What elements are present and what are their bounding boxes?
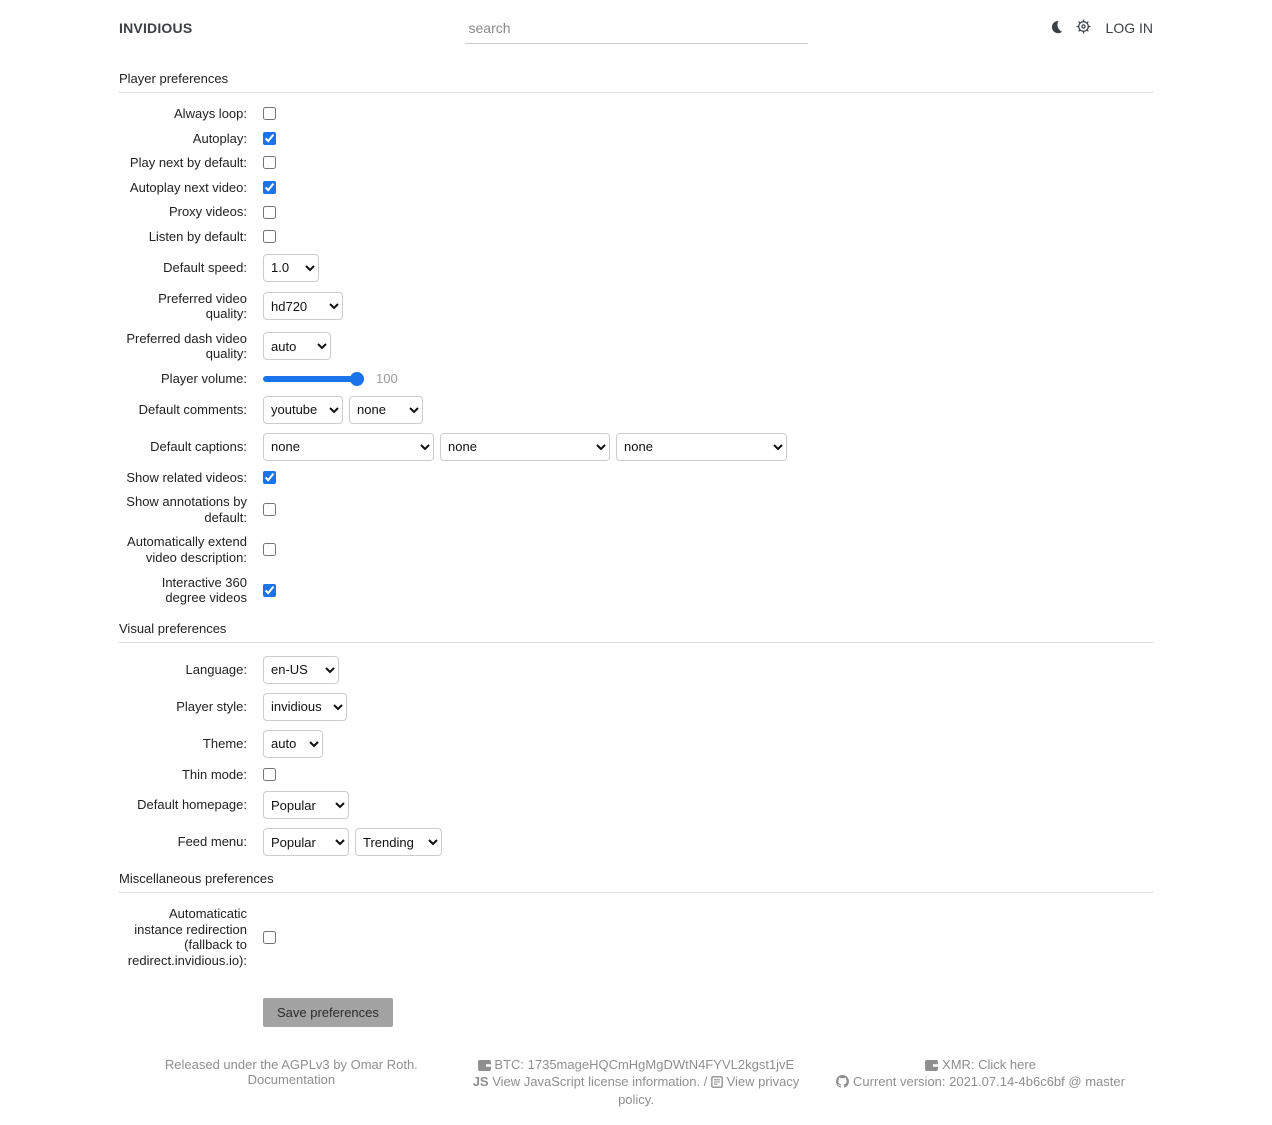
version-text: Current version: 2021.07.14-4b6c6bf @ master	[853, 1074, 1125, 1090]
video-quality-label: Preferred video quality:	[158, 290, 247, 322]
github-icon	[836, 1075, 849, 1092]
pref-row-proxy-videos	[119, 204, 1153, 220]
version-line	[808, 1074, 1153, 1092]
autoplay-next-checkbox[interactable]	[263, 181, 276, 194]
login-link[interactable]: LOG IN	[1105, 20, 1153, 36]
extend-desc-label: Automatically extend video description:	[127, 534, 247, 565]
default-comments-label: Default comments:	[138, 401, 247, 417]
listen-default-label: Listen by default:	[148, 228, 247, 244]
pref-row-auto-redirect	[119, 906, 1153, 968]
pref-row-default-captions	[119, 433, 1153, 461]
misc-preferences-title: Miscellaneous preferences	[119, 871, 274, 887]
dash-quality-label: Preferred dash video quality:	[126, 330, 247, 362]
listen-default-checkbox[interactable]	[263, 230, 276, 243]
dark-mode-toggle[interactable]	[1049, 20, 1063, 37]
licenses-line	[464, 1074, 809, 1107]
pref-row-listen-default	[119, 229, 1153, 245]
pref-row-video-quality	[119, 291, 1153, 322]
autoplay-checkbox[interactable]	[263, 132, 276, 145]
thin-mode-checkbox[interactable]	[263, 768, 276, 781]
pref-row-annotations	[119, 494, 1153, 525]
feed-menu-select-1[interactable]	[263, 828, 349, 856]
pref-row-default-speed	[119, 254, 1153, 282]
top-nav	[119, 0, 1153, 56]
annotations-checkbox[interactable]	[263, 503, 276, 516]
pref-row-player-volume	[119, 371, 1153, 387]
visual-preferences-title: Visual preferences	[119, 620, 227, 636]
feed-menu-label: Feed menu:	[177, 834, 247, 850]
footer-left	[119, 1057, 464, 1108]
player-volume-slider[interactable]	[263, 372, 364, 386]
player-style-select[interactable]	[263, 693, 347, 721]
default-speed-select[interactable]	[263, 254, 319, 282]
preferences-link[interactable]	[1076, 19, 1091, 37]
moon-icon	[1049, 20, 1063, 37]
search-form	[465, 13, 808, 44]
document-icon	[711, 1076, 723, 1092]
pref-row-dash-quality	[119, 331, 1153, 362]
thin-mode-label: Thin mode:	[181, 766, 247, 782]
pref-row-play-next	[119, 155, 1153, 171]
preferences-page	[119, 71, 1153, 1027]
footer-right	[808, 1057, 1153, 1108]
auto-redirect-checkbox[interactable]	[263, 931, 276, 944]
wallet-icon	[925, 1059, 938, 1075]
default-homepage-select[interactable]	[263, 791, 349, 819]
pref-row-related-videos	[119, 470, 1153, 486]
default-speed-label: Default speed:	[163, 259, 247, 275]
pref-row-always-loop	[119, 106, 1153, 122]
pref-row-theme	[119, 730, 1153, 758]
section-divider	[119, 642, 1153, 643]
related-videos-checkbox[interactable]	[263, 471, 276, 484]
nav-left	[119, 20, 465, 36]
xmr-link[interactable]: XMR: Click here	[942, 1056, 1036, 1072]
player-volume-label: Player volume:	[161, 370, 247, 386]
xmr-line	[808, 1057, 1153, 1075]
related-videos-label: Show related videos:	[126, 469, 247, 485]
theme-label: Theme:	[202, 735, 247, 751]
js-license-link[interactable]: View JavaScript license information.	[492, 1074, 701, 1090]
video-quality-select[interactable]	[263, 292, 343, 320]
default-captions-select-1[interactable]	[263, 433, 434, 461]
default-captions-label: Default captions:	[150, 438, 247, 454]
proxy-videos-label: Proxy videos:	[168, 204, 247, 220]
gear-icon	[1076, 19, 1091, 37]
annotations-label: Show annotations by default:	[126, 494, 247, 525]
search-input[interactable]	[465, 13, 808, 44]
section-divider	[119, 892, 1153, 893]
pref-row-vr-mode	[119, 575, 1153, 606]
privacy-policy-link[interactable]: View privacy policy.	[618, 1074, 800, 1107]
language-label: Language:	[185, 661, 247, 677]
pref-row-language	[119, 656, 1153, 684]
default-captions-select-2[interactable]	[440, 433, 610, 461]
license-text: Released under the AGPLv3 by Omar Roth.	[164, 1056, 418, 1072]
pref-row-default-homepage	[119, 791, 1153, 819]
documentation-link[interactable]: Documentation	[247, 1072, 336, 1088]
feed-menu-select-2[interactable]	[355, 828, 442, 856]
vr-mode-label: Interactive 360 degree videos	[161, 574, 247, 606]
section-divider	[119, 92, 1153, 93]
separator: /	[703, 1074, 708, 1090]
wallet-icon	[478, 1059, 491, 1075]
logo[interactable]: INVIDIOUS	[119, 20, 193, 36]
always-loop-checkbox[interactable]	[263, 107, 276, 120]
save-preferences-button[interactable]: Save preferences	[263, 998, 393, 1027]
play-next-label: Play next by default:	[129, 155, 247, 171]
proxy-videos-checkbox[interactable]	[263, 206, 276, 219]
default-homepage-label: Default homepage:	[137, 797, 247, 813]
player-style-label: Player style:	[176, 698, 247, 714]
btc-line	[464, 1057, 809, 1075]
always-loop-label: Always loop:	[174, 106, 247, 121]
nav-right	[808, 19, 1154, 37]
dash-quality-select[interactable]	[263, 332, 331, 360]
pref-row-autoplay	[119, 131, 1153, 147]
pref-row-default-comments	[119, 396, 1153, 424]
player-volume-value: 100	[376, 371, 398, 387]
default-comments-select-1[interactable]	[263, 396, 343, 424]
auto-redirect-label: Automaticatic instance redirection (fallback to redirect.invidious.io):	[127, 906, 247, 969]
site-footer	[119, 1057, 1153, 1125]
default-captions-select-3[interactable]	[616, 433, 787, 461]
play-next-checkbox[interactable]	[263, 156, 276, 169]
autoplay-label: Autoplay:	[192, 130, 247, 146]
pref-row-feed-menu	[119, 828, 1153, 856]
player-preferences-title: Player preferences	[119, 71, 229, 86]
pref-row-extend-desc	[119, 534, 1153, 565]
language-select[interactable]	[263, 656, 339, 684]
default-comments-select-2[interactable]	[349, 396, 423, 424]
extend-desc-checkbox[interactable]	[263, 543, 276, 556]
nav-center	[465, 13, 808, 44]
autoplay-next-label: Autoplay next video:	[129, 179, 247, 195]
pref-row-autoplay-next	[119, 180, 1153, 196]
js-icon: JS	[472, 1074, 489, 1090]
theme-select[interactable]	[263, 730, 323, 758]
vr-mode-checkbox[interactable]	[263, 584, 276, 597]
footer-middle	[464, 1057, 809, 1108]
btc-text: BTC: 1735mageHQCmHgMgDWtN4FYVL2kgst1jvE	[494, 1056, 795, 1072]
pref-row-thin-mode	[119, 767, 1153, 783]
pref-row-player-style	[119, 693, 1153, 721]
